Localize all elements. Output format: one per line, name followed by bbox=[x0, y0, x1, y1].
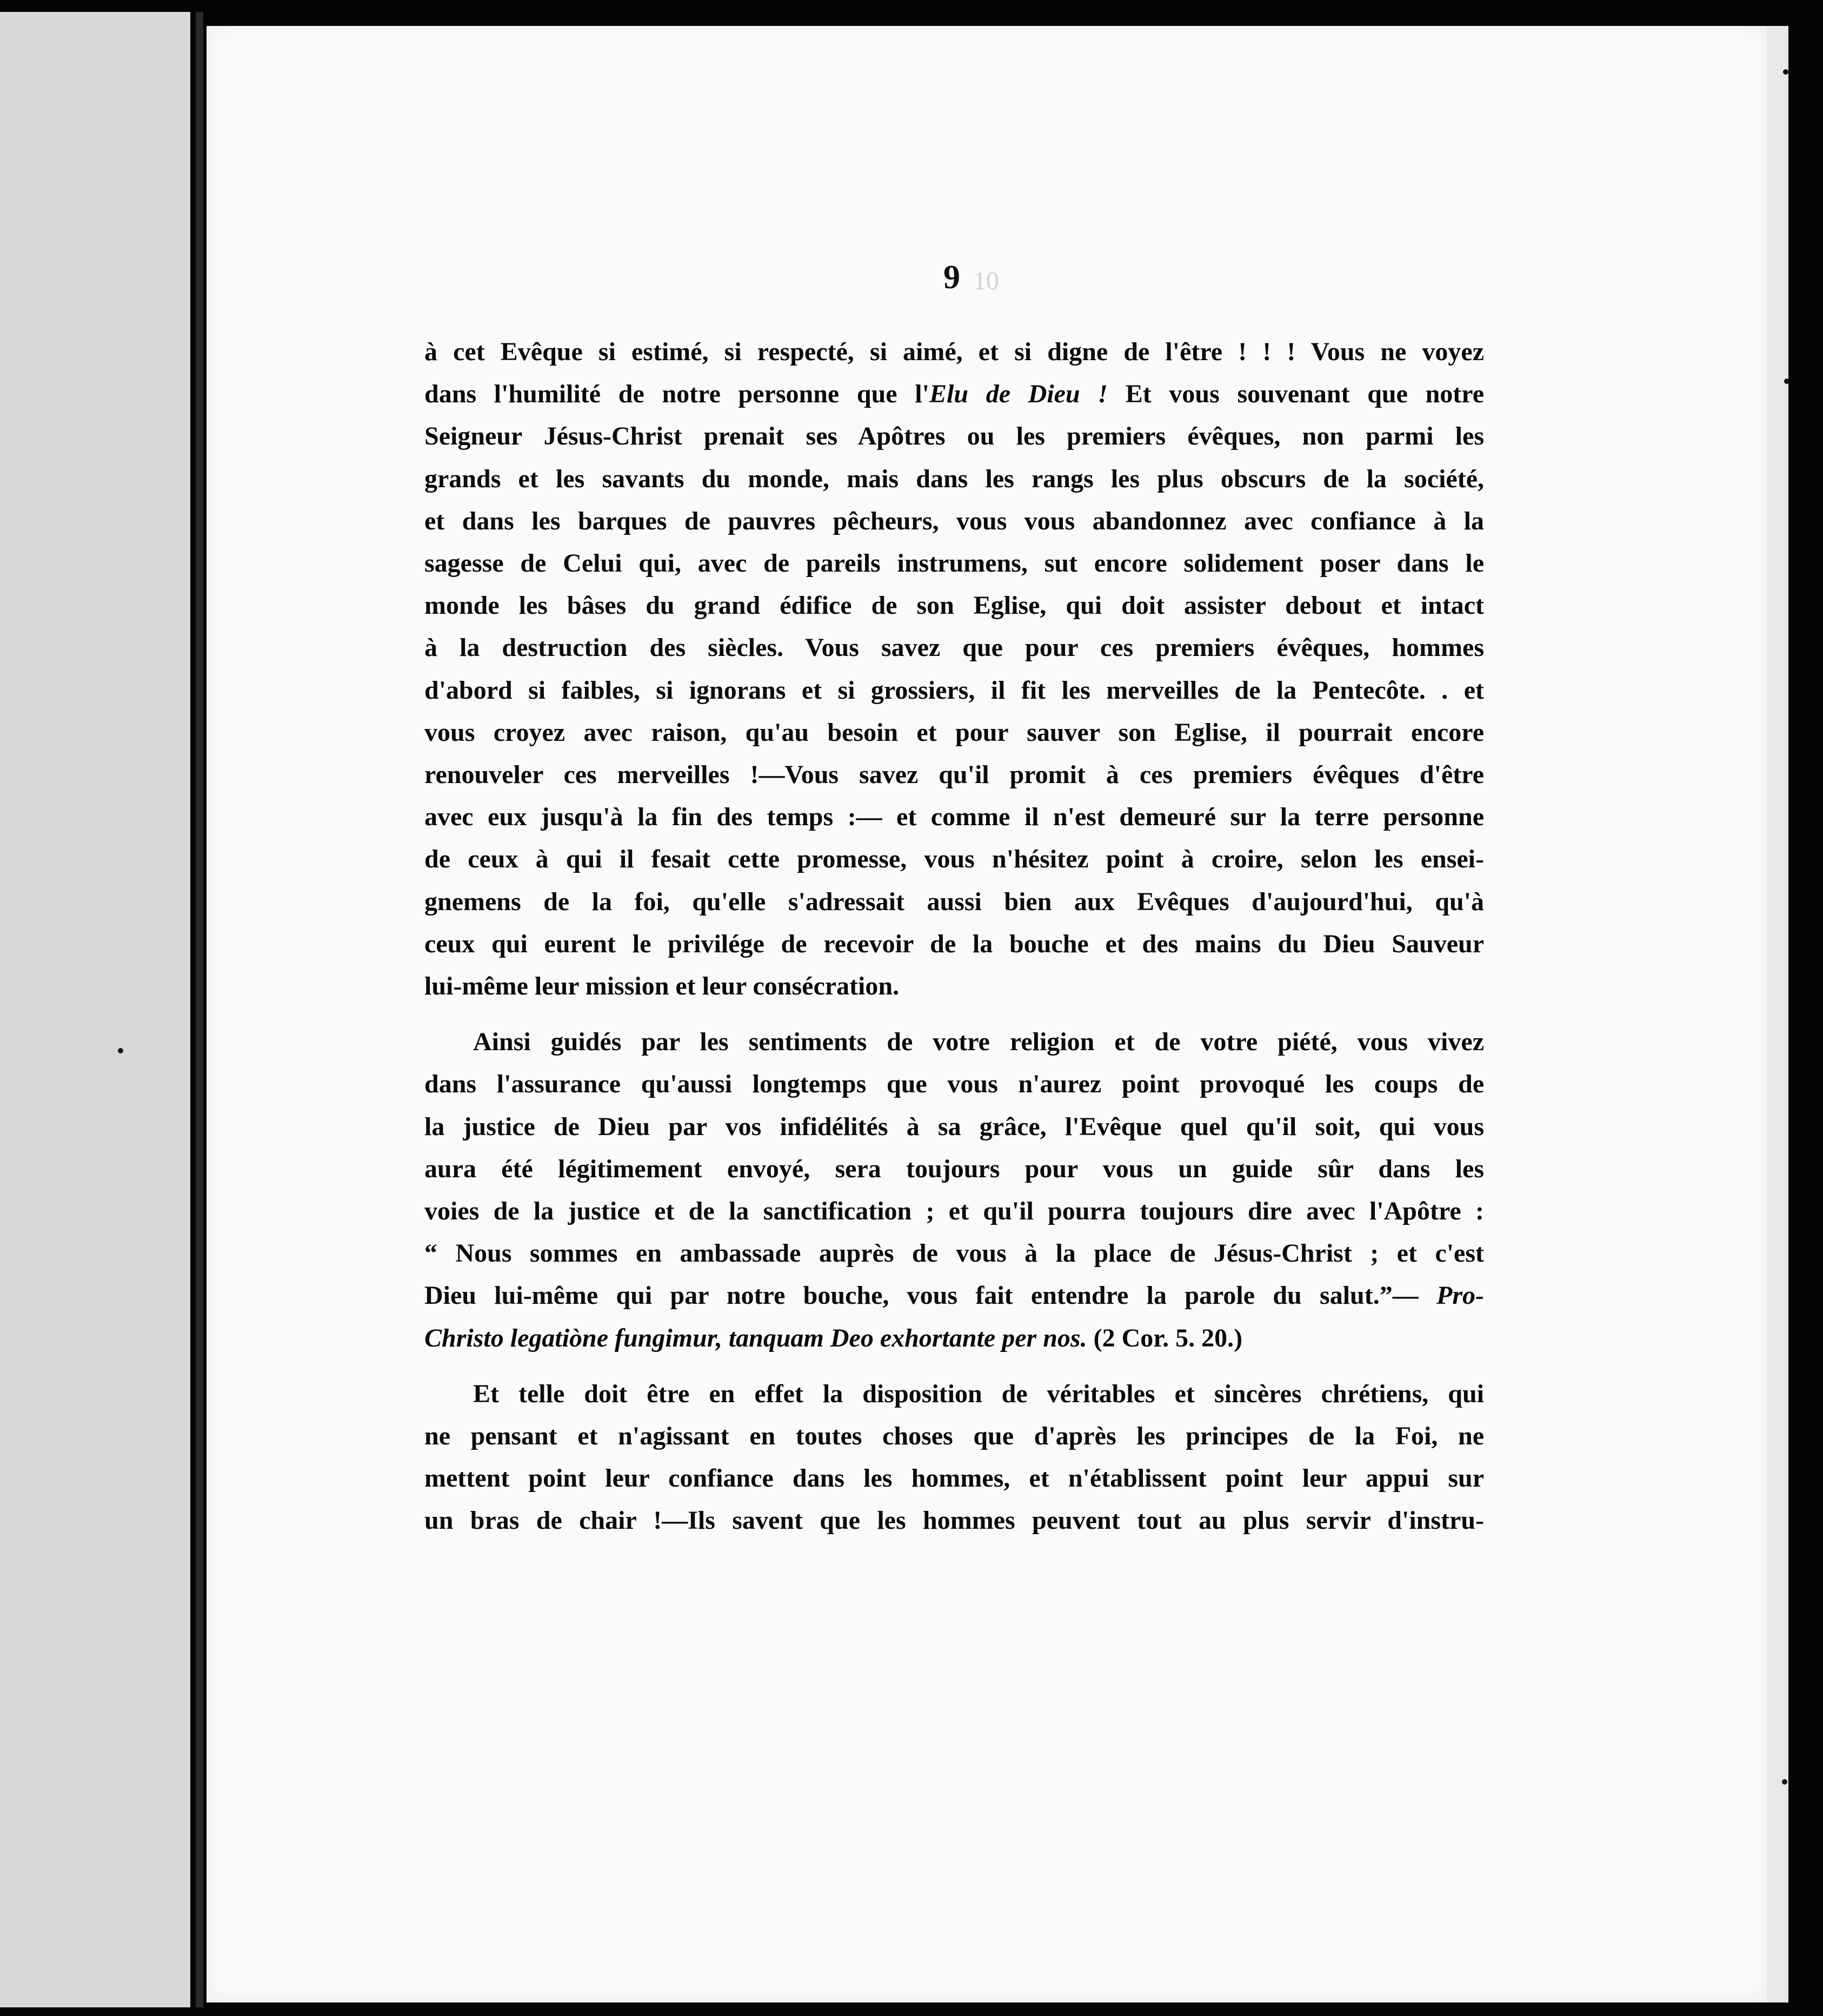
text-line: dans l'assurance qu'aussi longtemps que vous n'aurez point provoqué les coups de bbox=[424, 1070, 1484, 1099]
text-line: renouveler ces merveilles !—Vous savez qu'il promit à ces premiers évêques d'être bbox=[424, 760, 1484, 790]
facing-page-edge bbox=[0, 12, 190, 2007]
text-line-part: dans l'humilité de notre personne que l' bbox=[424, 380, 929, 409]
text-line: à la destruction des siècles. Vous savez que pour ces premiers évêques, hommes bbox=[424, 633, 1484, 662]
latin-quote: Pro- bbox=[1436, 1281, 1484, 1310]
italic-phrase: Elu de Dieu ! bbox=[929, 380, 1108, 409]
scan-speck bbox=[1782, 1779, 1787, 1785]
text-line: Et telle doit être en effet la disposition de véritables et sincères chrétiens, qui bbox=[473, 1379, 1484, 1408]
text-line: monde les bâses du grand édifice de son Eglise, qui doit assister debout et intact bbox=[424, 591, 1484, 620]
text-line-part: Dieu lui-même qui par notre bouche, vous fait entendre la parole du salut.”— bbox=[424, 1281, 1437, 1310]
text-line: voies de la justice et de la sanctification ; et qu'il pourra toujours dire avec l'Apôtre : bbox=[424, 1197, 1484, 1226]
text-line: à cet Evêque si estimé, si respecté, si aimé, et si digne de l'être ! ! ! Vous ne voyez bbox=[424, 337, 1484, 366]
text-line: aura été légitimement envoyé, sera toujours pour vous un guide sûr dans les bbox=[424, 1154, 1484, 1183]
text-line: mettent point leur confiance dans les hommes, et n'établissent point leur appui sur bbox=[424, 1464, 1484, 1493]
text-line: d'abord si faibles, si ignorans et si grossiers, il fit les merveilles de la Pentecôte. . et bbox=[424, 675, 1484, 705]
text-line: un bras de chair !—Ils savent que les hommes peuvent tout au plus servir d'instru- bbox=[424, 1506, 1484, 1535]
paragraph-gap bbox=[424, 1360, 1484, 1373]
text-line: et dans les barques de pauvres pêcheurs, vous vous abandonnez avec confiance à la bbox=[424, 506, 1484, 535]
paragraph-gap bbox=[424, 1007, 1484, 1021]
text-line: sagesse de Celui qui, avec de pareils instrumens, sut encore solidement poser dans le bbox=[424, 549, 1484, 578]
body-text bbox=[424, 331, 1484, 1542]
page-gutter bbox=[196, 12, 203, 2007]
text-line bbox=[424, 1275, 1484, 1317]
latin-quote: Christo legatiòne fungimur, tanquam Deo exhortante per nos. bbox=[424, 1323, 1087, 1352]
text-line: avec eux jusqu'à la fin des temps :— et comme il n'est demeuré sur la terre personne bbox=[424, 803, 1484, 832]
text-line: ne pensant et n'agissant en toutes choses que d'après les principes de la Foi, ne bbox=[424, 1422, 1484, 1451]
text-line bbox=[424, 1317, 1484, 1360]
text-line: Ainsi guidés par les sentiments de votre religion et de votre piété, vous vivez bbox=[473, 1027, 1484, 1057]
scan-speck bbox=[1784, 379, 1789, 384]
text-line: ceux qui eurent le privilége de recevoir de la bouche et des mains du Dieu Sauveur bbox=[424, 929, 1484, 958]
text-line: grands et les savants du monde, mais dans les rangs les plus obscurs de la société, bbox=[424, 464, 1484, 493]
text-line: lui-même leur mission et leur consécration. bbox=[424, 972, 900, 1001]
text-line: de ceux à qui il fesait cette promesse, vous n'hésitez point à croire, selon les ensei- bbox=[424, 845, 1484, 874]
text-line bbox=[424, 373, 1484, 415]
text-line: vous croyez avec raison, qu'au besoin et pour sauver son Eglise, il pourrait encore bbox=[424, 718, 1484, 747]
text-line: “ Nous sommes en ambassade auprès de vous à la place de Jésus-Christ ; et c'est bbox=[424, 1239, 1484, 1268]
page-number: 9 bbox=[943, 259, 960, 296]
text-line-part: Et vous souvenant que notre bbox=[1108, 380, 1484, 409]
scan-speck bbox=[118, 1048, 123, 1053]
text-line: gnemens de la foi, qu'elle s'adressait aussi bien aux Evêques d'aujourd'hui, qu'à bbox=[424, 887, 1484, 916]
next-page-edge bbox=[1767, 26, 1788, 2002]
scan-speck bbox=[1783, 69, 1788, 75]
text-line: Seigneur Jésus-Christ prenait ses Apôtres ou les premiers évêques, non parmi les bbox=[424, 422, 1484, 451]
citation: (2 Cor. 5. 20.) bbox=[1087, 1323, 1243, 1352]
bleed-through-page-number: 10 bbox=[973, 267, 999, 295]
text-line: la justice de Dieu par vos infidélités à sa grâce, l'Evêque quel qu'il soit, qui vous bbox=[424, 1112, 1484, 1141]
